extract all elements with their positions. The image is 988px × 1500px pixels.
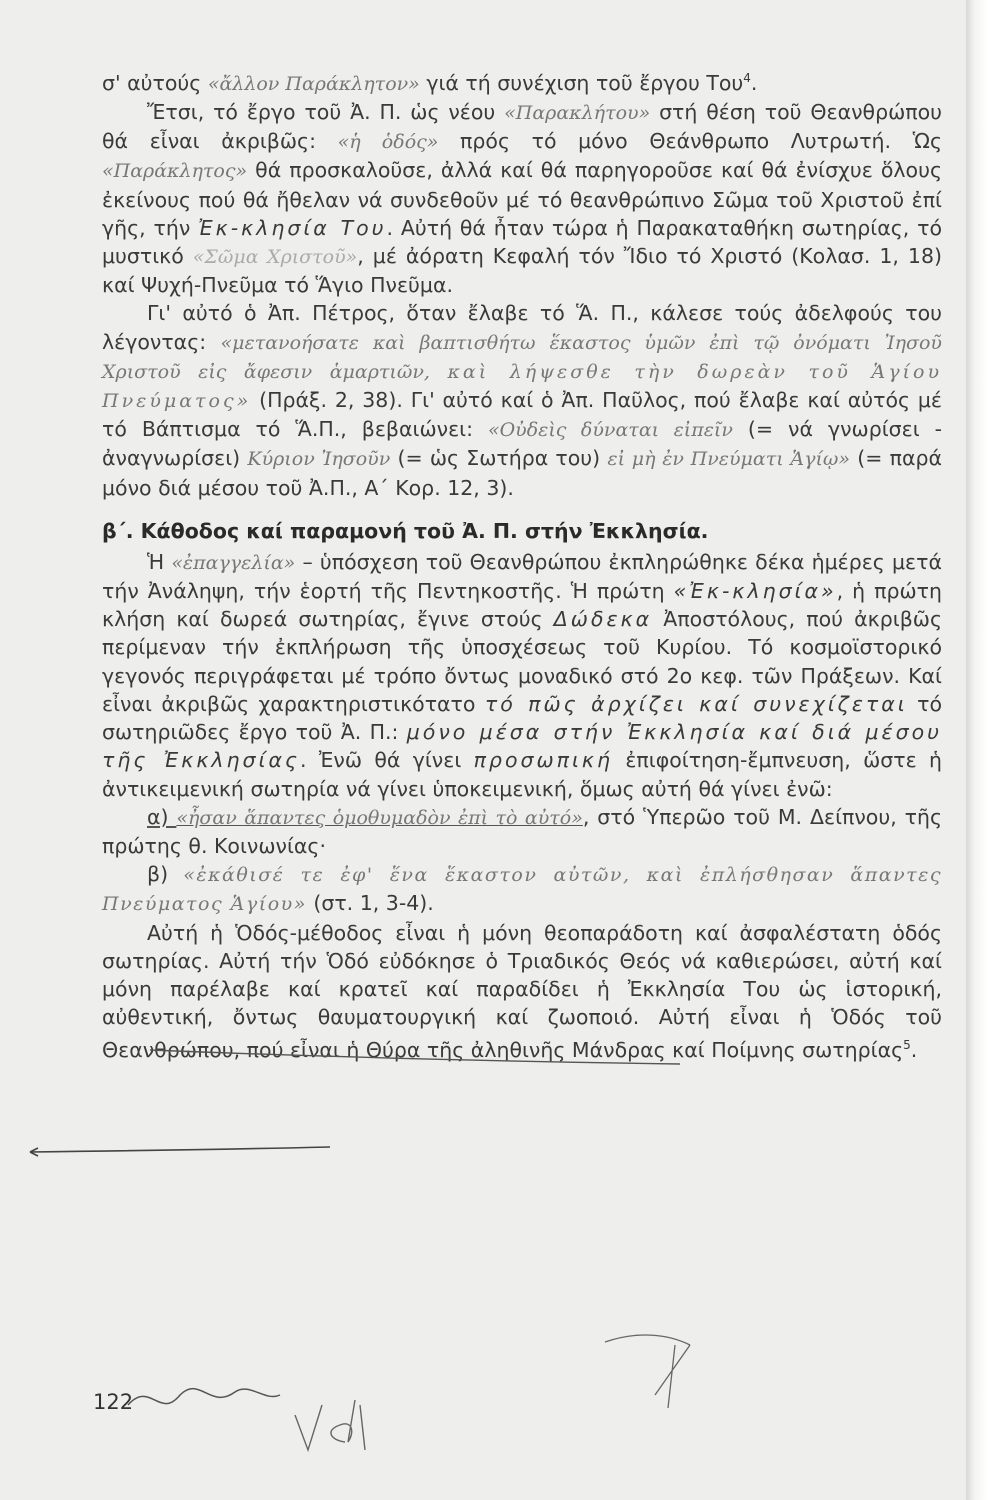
paragraph-5: Αὐτή ἡ Ὁδός-μέθοδος εἶναι ἡ μόνη θεοπαράδοτη καί ἀσφαλέστατη ὁδός σωτηρίας. Αὐτή τήν Ὁδό εὐδόκησε ὁ Τριαδικός Θεός νά καθιερώσει, αὐτή καί μόνη παρέλαβε καί κρατεῖ καί παραδίδει ἡ Ἐκκλησία Του ὡς ἱστορική, αὐθεντική, ὄντως θαυματουργική καί ζωοποιό. Αὐτή εἶναι ἡ Ὁδός τοῦ Θεανθρώπου, πού εἶναι ἡ Θύρα τῆς ἀληθινῆς Μάνδρας καί Ποίμνης σωτηρίας$^5$. [102,920,942,1063]
signature-scribble [128,1389,280,1405]
arrow-line-mark [30,1147,330,1152]
handwriting-v [295,1405,322,1450]
signature-mark-right [605,1335,690,1408]
handwriting-d [331,1400,355,1442]
underline-mark-a [150,1050,680,1064]
page-number: 122 [93,1390,134,1414]
paragraph-2: Ἔτσι, τό ἔργο τοῦ Ἀ. Π. ὡς νέου «Παρακλήτου» στή θέση τοῦ Θεανθρώπου θά εἶναι ἀκριβῶς: «ἡ ὁδός» πρός τό μόνο Θεάνθρωπο Λυτρωτή. Ὡς «Παράκλητος» θά προσκαλοῦσε, ἀλλά καί θά παρηγοροῦσε καί θά ἐνίσχυε ὅλους ἐκείνους πού θά ἤθελαν νά συνδεθοῦν μέ τό θεανθρώπινο Σῶμα τοῦ Χριστοῦ ἐπί γῆς, τήν Ἐκ-κλησία Του. Αὐτή θά ἦταν τώρα ἡ Παρακαταθήκη σωτηρίας, τό μυστικό «Σῶμα Χριστοῦ», μέ ἀόρατη Κεφαλή τόν Ἴδιο τό Χριστό (Κολασ. 1, 18) καί Ψυχή-Πνεῦμα τό Ἅγιο Πνεῦμα. [102,100,942,298]
section-heading: β΄. Κάθοδος καί παραμονή τοῦ Ἀ. Π. στήν Ἐκκλησία. [102,518,709,543]
list-item-a: α) «ἦσαν ἅπαντες ὁμοθυμαδὸν ἐπὶ τὸ αὐτό», στό Ὑπερῶο τοῦ Μ. Δείπνου, τῆς πρώτης θ. Κοινωνίας· [102,804,942,858]
list-item-b: β) «ἐκάθισέ τε ἐφ' ἕνα ἕκαστον αὐτῶν, καὶ ἐπλήσθησαν ἅπαντες Πνεύματος Ἁγίου» (στ. 1, 3-4). [102,862,942,916]
handwriting-l [360,1405,365,1450]
paragraph-3: Γι' αὐτό ὁ Ἀπ. Πέτρος, ὅταν ἔλαβε τό Ἅ. Π., κάλεσε τούς ἀδελφούς του λέγοντας: «μετανοήσατε καὶ βαπτισθήτω ἕκαστος ὑμῶν ἐπὶ τῷ ὀνόματι Ἰησοῦ Χριστοῦ εἰς ἄφεσιν ἁμαρτιῶν, καὶ λήψεσθε τὴν δωρεὰν τοῦ Ἁγίου Πνεύματος» (Πράξ. 2, 38). Γι' αὐτό καί ὁ Ἀπ. Παῦλος, πού ἔλαβε καί αὐτός μέ τό Βάπτισμα τό Ἅ.Π., βεβαιώνει: «Οὐδεὶς δύναται εἰπεῖν (= νά γνωρίσει - ἀναγνωρίσει) Κύριον Ἰησοῦν (= ὡς Σωτήρα του) εἰ μὴ ἐν Πνεύματι Ἁγίῳ» (= παρά μόνο διά μέσου τοῦ Ἀ.Π., Α΄ Κορ. 12, 3). [102,301,943,500]
paragraph-4: Ἡ «ἐπαγγελία» – ὑπόσχεση τοῦ Θεανθρώπου ἐκπληρώθηκε δέκα ἡμέρες μετά τήν Ἀνάληψη, τήν ἑορτή τῆς Πεντηκοστῆς. Ἡ πρώτη «Ἐκ-κλησία», ἡ πρώτη κλήση καί δωρεά σωτηρίας, ἔγινε στούς Δώδεκα Ἀποστόλους, πού ἀκριβῶς περίμεναν τήν ἐκπλήρωση τῆς ὑποσχέσεως τοῦ Κυρίου. Τό κοσμοϊστορικό γεγονός περιγράφεται μέ τρόπο ὄντως μοναδικό στό 2ο κεφ. τῶν Πράξεων. Καί εἶναι ἀκριβῶς χαρακτηριστικότατο τό πῶς ἀρχίζει καί συνεχίζεται τό σωτηριῶδες ἔργο τοῦ Ἀ. Π.: μόνο μέσα στήν Ἐκκλησία καί διά μέσου τῆς Ἐκκλησίας. Ἐνῶ θά γίνει προσωπική ἐπιφοίτηση-ἔμπνευση, ὥστε ἡ ἀντικειμενική σωτηρία νά γίνει ὑποκειμενική, ὅμως αὐτή θά γίνει ἐνῶ: [102,549,942,801]
paragraph-1: σ' αὐτούς «ἄλλον Παράκλητον» γιά τή συνέχιση τοῦ ἔργου Του$^4$. [102,70,758,95]
